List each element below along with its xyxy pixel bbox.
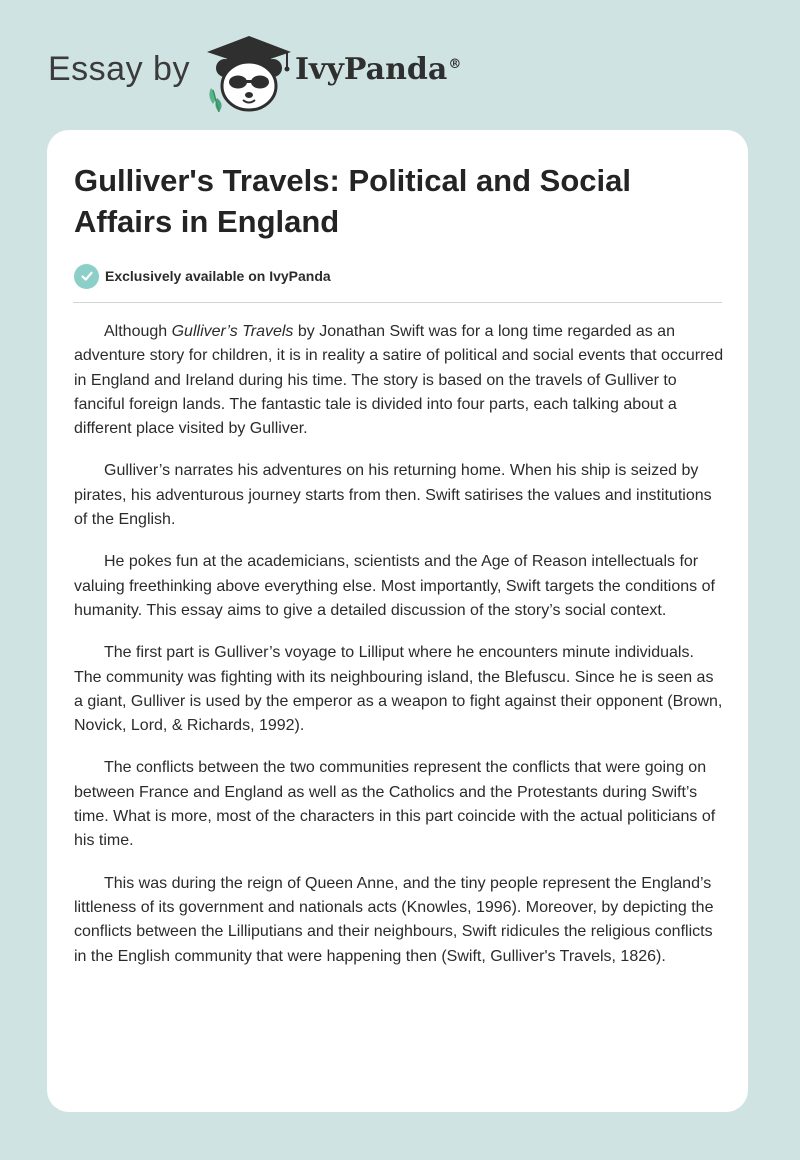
essay-body: [74, 320, 724, 987]
paragraph: The first part is Gulliver’s voyage to Lilliput where he encounters minute individuals. The community was fighting with its neighbouring island, the Blefuscu. Since he is seen as a giant, Gulliver is used by the emperor as a weapon to fight against their opponent (Brown, Novick, Lord, & Richards, 1992).: [74, 644, 723, 735]
book-title: Gulliver’s Travels: [171, 323, 294, 340]
divider: [73, 302, 722, 303]
panda-graduate-icon: [203, 34, 295, 114]
paragraph: Although Gulliver’s Travels by Jonathan Swift was for a long time regarded as an adventure story for children, it is in reality a satire of political and social events that occurred in England and Ireland during his time. The story is based on the travels of Gulliver to fanciful foreign lands. The fantastic tale is divided into four parts, each talking about a different place visited by Gulliver.: [74, 323, 724, 438]
registered-mark: ®: [448, 57, 462, 72]
exclusive-badge-text: Exclusively available on IvyPanda: [105, 268, 331, 284]
essay-by-label: Essay by: [48, 50, 190, 88]
paragraph: Gulliver’s narrates his adventures on his returning home. When his ship is seized by pirates, his adventurous journey starts from then. Swift satirises the values and institutions of the English.: [74, 462, 712, 529]
site-header: [48, 34, 748, 114]
paragraph: He pokes fun at the academicians, scientists and the Age of Reason intellectuals for valuing freethinking above everything else. Most importantly, Swift targets the conditions of humanity. This essay aims to give a detailed discussion of the story’s social context.: [74, 553, 715, 619]
check-icon: [74, 264, 99, 289]
essay-title: Gulliver's Travels: Political and Social Affairs in England: [74, 163, 631, 239]
paragraph: This was during the reign of Queen Anne, and the tiny people represent the England’s littleness of its government and nationals acts (Knowles, 1996). Moreover, by depicting the conflicts between the Lilliputians and their neighbours, Swift ridicules the religious conflicts in the English community that were happening then (Swift, Gulliver's Travels, 1826).: [74, 874, 714, 965]
paragraph: The conflicts between the two communities represent the conflicts that were going on between France and England as well as the Catholics and the Protestants during Swift’s time. What is more, most of the characters in this part coincide with the actual politicians of his time.: [74, 759, 716, 850]
exclusive-badge: [74, 263, 331, 289]
essay-card: [47, 130, 748, 1112]
brand-logo-text: IvyPanda®: [295, 52, 462, 87]
